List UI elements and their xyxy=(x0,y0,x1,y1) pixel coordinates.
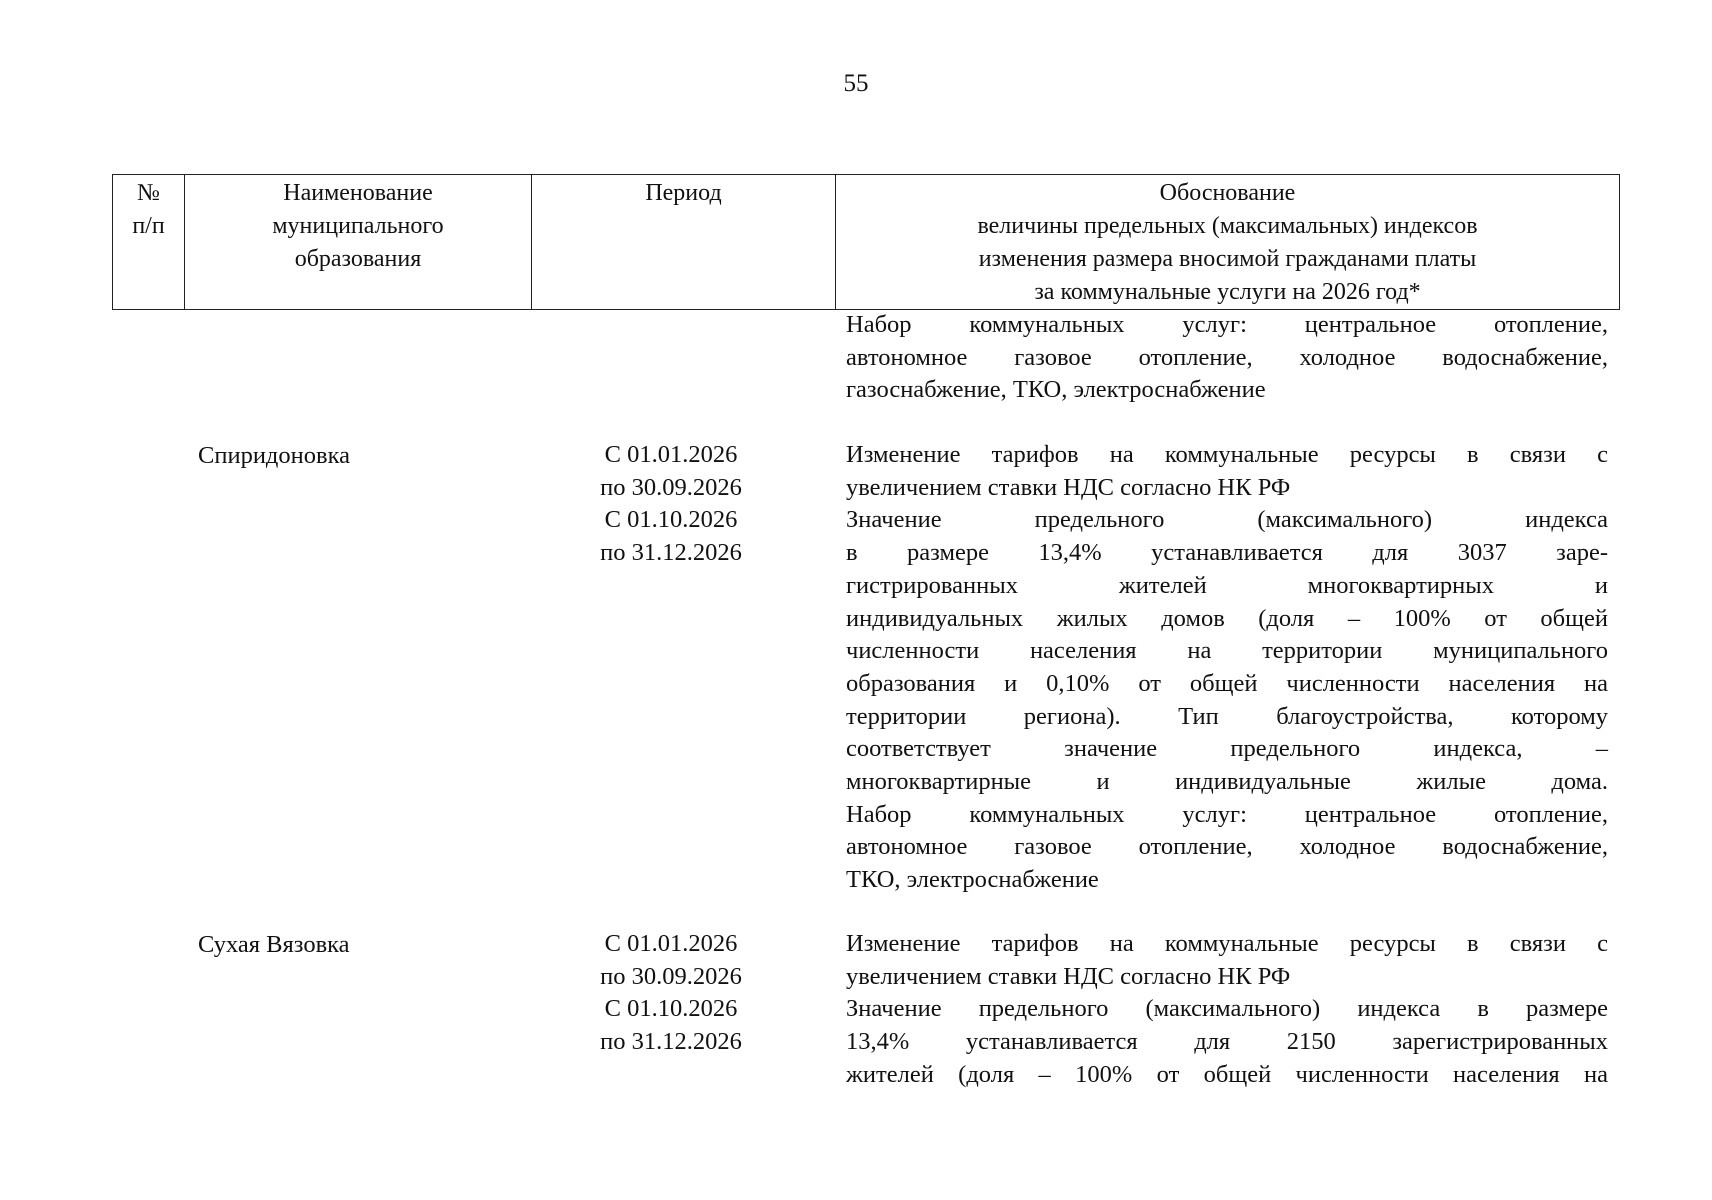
basis-line: Изменение тарифов на коммунальные ресурсы в связи с xyxy=(846,930,1608,957)
period-line: по 31.12.2026 xyxy=(600,1027,742,1055)
basis-line: образования и 0,10% от общей численности населения на xyxy=(846,669,1608,697)
basis-line: многоквартирные и индивидуальные жилые дома. xyxy=(846,768,1608,796)
basis-line: территории региона). Тип благоустройства, которому xyxy=(846,702,1608,730)
header-basis-line-3: изменения размера вносимой гражданами платы xyxy=(978,246,1477,272)
period-line: С 01.01.2026 xyxy=(604,930,738,957)
header-number-abbr: п/п xyxy=(132,213,165,239)
header-basis-column xyxy=(836,175,1620,310)
basis-line: газоснабжение, ТКО, электроснабжение xyxy=(846,376,1266,404)
municipality-name: Спиридоновка xyxy=(198,442,350,469)
header-number-symbol: № xyxy=(137,180,160,206)
basis-line: Значение предельного (максимального) индекса xyxy=(846,506,1608,534)
period-line: С 01.10.2026 xyxy=(604,506,738,533)
header-period-column: Период xyxy=(532,175,836,310)
period-line: по 30.09.2026 xyxy=(600,962,742,990)
basis-line: Значение предельного (максимального) индекса в размере xyxy=(846,995,1608,1023)
municipality-name: Сухая Вязовка xyxy=(198,931,350,958)
header-basis-line-1: Обоснование xyxy=(1159,180,1296,206)
basis-line: Набор коммунальных услуг: центральное отопление, xyxy=(846,311,1608,338)
header-number-column xyxy=(113,175,185,310)
basis-line: увеличением ставки НДС согласно НК РФ xyxy=(846,473,1291,501)
header-name-line-1: Наименование xyxy=(283,180,433,206)
table-header xyxy=(112,174,1620,310)
basis-line: ТКО, электроснабжение xyxy=(846,866,1099,894)
basis-line: 13,4% устанавливается для 2150 зарегистрированных xyxy=(846,1028,1608,1056)
period-line: С 01.01.2026 xyxy=(604,441,738,468)
basis-line: увеличением ставки НДС согласно НК РФ xyxy=(846,962,1291,990)
period-cell xyxy=(560,928,782,1058)
period-line: С 01.10.2026 xyxy=(604,995,738,1022)
basis-line: гистрированных жителей многоквартирных и xyxy=(846,571,1608,599)
basis-line: Набор коммунальных услуг: центральное отопление, xyxy=(846,800,1608,828)
basis-line: жителей (доля – 100% от общей численности населения на xyxy=(846,1060,1608,1088)
header-name-line-2: муниципального xyxy=(272,213,444,239)
basis-cell xyxy=(846,928,1608,1092)
header-name-line-3: образования xyxy=(294,246,422,272)
period-line: по 30.09.2026 xyxy=(600,473,742,501)
basis-line: Изменение тарифов на коммунальные ресурсы в связи с xyxy=(846,441,1608,468)
basis-line: автономное газовое отопление, холодное водоснабжение, xyxy=(846,343,1608,371)
basis-line: соответствует значение предельного индекса, – xyxy=(846,735,1608,763)
period-line: по 31.12.2026 xyxy=(600,538,742,566)
basis-line: численности населения на территории муниципального xyxy=(846,637,1608,665)
header-name-column xyxy=(185,175,532,310)
page-number: 55 xyxy=(843,70,869,97)
basis-line: индивидуальных жилых домов (доля – 100% от общей xyxy=(846,604,1608,632)
header-basis-line-4: за коммунальные услуги на 2026 год* xyxy=(1034,279,1421,305)
continuation-basis xyxy=(846,309,1608,407)
basis-line: автономное газовое отопление, холодное водоснабжение, xyxy=(846,833,1608,861)
basis-line: в размере 13,4% устанавливается для 3037 заре- xyxy=(846,539,1608,567)
period-cell xyxy=(560,439,782,569)
header-basis-line-2: величины предельных (максимальных) индексов xyxy=(977,213,1478,239)
basis-cell xyxy=(846,439,1608,897)
